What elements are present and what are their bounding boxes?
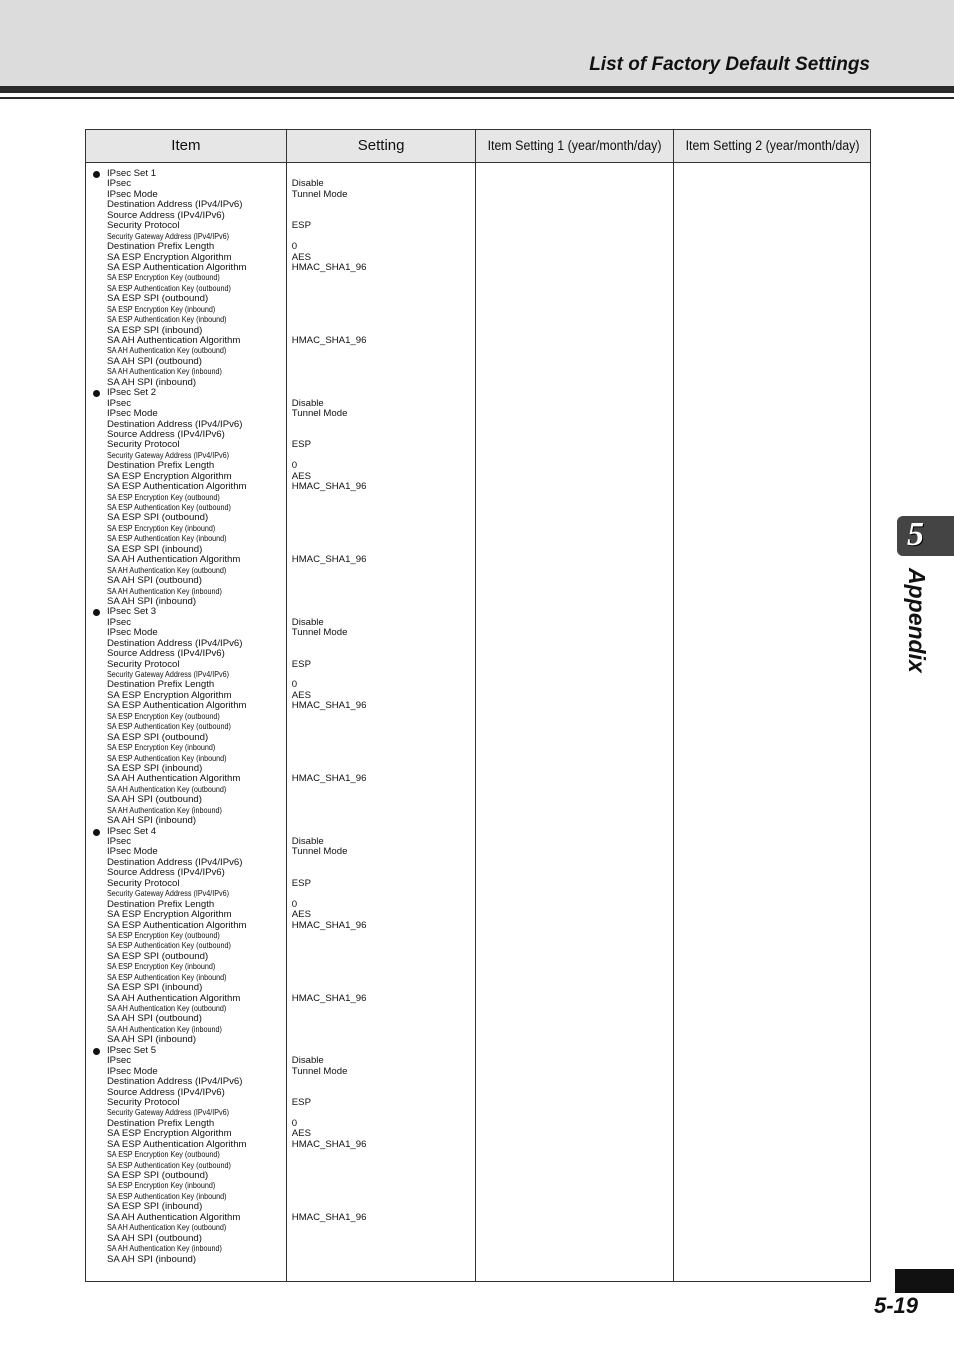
chapter-label: Appendix [904, 568, 930, 673]
item-label: SA AH SPI (inbound) [107, 1034, 197, 1046]
item-label: SA ESP Authentication Algorithm [107, 700, 247, 712]
setting-value [287, 587, 476, 597]
setting-value [287, 962, 476, 972]
item-label: IPsec [107, 1055, 131, 1067]
item-label: Destination Prefix Length [107, 241, 215, 253]
setting-value: AES [291, 251, 311, 263]
setting-value: AES [291, 909, 311, 921]
item-label: SA ESP Encryption Algorithm [107, 1128, 232, 1140]
bullet-icon [93, 609, 100, 616]
setting-value: ESP [291, 1096, 311, 1108]
item-label: SA AH Authentication Key (outbound) [107, 784, 227, 794]
setting-value: Tunnel Mode [291, 188, 348, 200]
setting-value [287, 1255, 476, 1265]
item-label: SA AH SPI (outbound) [107, 1232, 202, 1244]
item-label: IPsec Mode [107, 1065, 158, 1077]
setting-value [287, 284, 476, 294]
item-label: SA ESP Encryption Key (inbound) [107, 962, 216, 972]
item-label: SA ESP Encryption Key (outbound) [107, 273, 220, 283]
setting-value [287, 1171, 476, 1181]
setting-value [287, 983, 476, 993]
item-label: SA ESP Encryption Key (inbound) [107, 743, 216, 753]
header-rule-thin [0, 97, 954, 99]
item-label: SA ESP SPI (outbound) [107, 512, 209, 524]
setting-value [287, 566, 476, 576]
setting-value [287, 1014, 476, 1024]
setting-value: AES [291, 1128, 311, 1140]
item-label: SA ESP Authentication Key (inbound) [107, 972, 227, 982]
item-label: Destination Address (IPv4/IPv6) [107, 418, 243, 430]
item-label: SA AH SPI (outbound) [107, 355, 202, 367]
group-title-text: IPsec Set 2 [107, 387, 157, 399]
setting-value: HMAC_SHA1_96 [291, 700, 367, 712]
item-label: SA AH Authentication Algorithm [107, 992, 241, 1004]
setting-value [287, 346, 476, 356]
item-label: SA AH Authentication Key (outbound) [107, 565, 227, 575]
setting-value: AES [291, 689, 311, 701]
item-label: SA AH SPI (outbound) [107, 794, 202, 806]
item-label: Security Protocol [107, 877, 180, 889]
item-label: Destination Address (IPv4/IPv6) [107, 637, 243, 649]
setting-value [287, 889, 476, 899]
item-label: IPsec Mode [107, 408, 158, 420]
setting-value [287, 420, 476, 430]
setting-value [287, 305, 476, 315]
item-label: SA ESP Authentication Key (outbound) [107, 503, 231, 512]
item-column [86, 163, 287, 1282]
item-label: IPsec [107, 178, 131, 190]
item-label: SA ESP SPI (outbound) [107, 731, 209, 743]
setting-value [287, 1223, 476, 1233]
setting-value [287, 743, 476, 753]
item-label: IPsec Mode [107, 846, 158, 858]
item-label: SA AH SPI (outbound) [107, 575, 202, 587]
setting-value [287, 576, 476, 586]
setting-value [287, 931, 476, 941]
setting-value: 0 [291, 241, 298, 253]
setting-value [287, 1181, 476, 1191]
item-label: SA ESP SPI (inbound) [107, 324, 203, 336]
item-label: Destination Prefix Length [107, 460, 215, 472]
setting-value [287, 816, 476, 826]
setting-value: Disable [291, 616, 324, 628]
setting-value: Tunnel Mode [291, 1065, 348, 1077]
setting-value [287, 1077, 476, 1087]
setting-value: HMAC_SHA1_96 [291, 1138, 367, 1150]
setting-value: Disable [291, 397, 324, 409]
item-label: SA AH Authentication Algorithm [107, 554, 241, 566]
bullet-icon [93, 390, 100, 397]
header-setting: Setting [286, 130, 476, 163]
item-label: SA ESP Authentication Algorithm [107, 919, 247, 931]
item-label: SA AH Authentication Key (inbound) [107, 586, 222, 596]
item-label: SA AH Authentication Key (outbound) [107, 346, 227, 356]
item-label: SA AH SPI (outbound) [107, 1013, 202, 1025]
setting-value [287, 858, 476, 868]
item-label: SA ESP Encryption Algorithm [107, 251, 232, 263]
bullet-icon [93, 1048, 100, 1055]
item-label: SA ESP Authentication Key (inbound) [107, 315, 227, 325]
item-label: SA ESP SPI (inbound) [107, 1201, 203, 1213]
setting-value: 0 [291, 460, 298, 472]
setting-value [287, 1004, 476, 1014]
item-label: SA ESP Authentication Key (inbound) [107, 534, 227, 544]
setting-value [287, 1108, 476, 1118]
setting-value [287, 294, 476, 304]
item-label: IPsec Mode [107, 188, 158, 200]
setting-value [287, 952, 476, 962]
item-label: SA ESP SPI (inbound) [107, 543, 203, 555]
item-label: Source Address (IPv4/IPv6) [107, 428, 225, 440]
setting-value [287, 1035, 476, 1045]
item-label: Security Gateway Address (IPv4/IPv6) [107, 1108, 230, 1118]
setting-value [287, 451, 476, 461]
item-label: SA AH Authentication Key (inbound) [107, 367, 222, 377]
table-header-row [86, 130, 871, 163]
item-label: SA ESP Encryption Key (outbound) [107, 930, 220, 940]
item-label: Security Gateway Address (IPv4/IPv6) [107, 231, 230, 241]
item-label: SA AH SPI (inbound) [107, 1253, 197, 1265]
item-label: SA ESP Authentication Algorithm [107, 261, 247, 273]
setting-value [287, 941, 476, 951]
setting-value [287, 430, 476, 440]
item-label: SA AH Authentication Key (outbound) [107, 1004, 227, 1013]
setting-value [287, 273, 476, 283]
setting-value: HMAC_SHA1_96 [291, 919, 367, 931]
item-label: Security Protocol [107, 1096, 180, 1108]
setting-value: HMAC_SHA1_96 [291, 261, 367, 273]
chapter-tab [897, 516, 954, 556]
bullet-icon [93, 829, 100, 836]
setting-value [287, 722, 476, 732]
item-label: SA ESP Authentication Algorithm [107, 1138, 247, 1150]
group-title-text: IPsec Set 5 [107, 1044, 157, 1056]
item-label: SA AH Authentication Key (inbound) [107, 805, 222, 815]
header-item: Item [86, 130, 287, 163]
setting-value [287, 503, 476, 513]
item-label: SA ESP SPI (outbound) [107, 293, 209, 305]
setting-value [287, 795, 476, 805]
setting-value [287, 211, 476, 221]
item-label: SA AH Authentication Algorithm [107, 773, 241, 785]
setting-value [287, 524, 476, 534]
setting-value [287, 754, 476, 764]
item-label: SA AH SPI (inbound) [107, 595, 197, 607]
item-label: SA AH SPI (inbound) [107, 376, 197, 388]
setting-value: 0 [291, 898, 298, 910]
setting-value: Disable [291, 178, 324, 190]
item-label: Source Address (IPv4/IPv6) [107, 209, 225, 221]
setting-value: HMAC_SHA1_96 [291, 481, 367, 493]
setting-value: Disable [291, 1055, 324, 1067]
header-rule-thick [0, 86, 954, 93]
setting-value [287, 357, 476, 367]
item-label: SA ESP Encryption Key (inbound) [107, 304, 216, 314]
item-label: IPsec [107, 397, 131, 409]
header-date1: Item Setting 1 (year/month/day) [476, 130, 674, 163]
setting-value: ESP [291, 439, 311, 451]
item-label: SA ESP Authentication Key (outbound) [107, 1160, 231, 1170]
item-label: SA ESP SPI (inbound) [107, 762, 203, 774]
item-label: SA AH Authentication Algorithm [107, 1211, 241, 1223]
item-label: Destination Prefix Length [107, 679, 215, 691]
setting-value [287, 712, 476, 722]
setting-value [287, 1161, 476, 1171]
item-label: SA AH Authentication Key (inbound) [107, 1024, 222, 1034]
setting-value: ESP [291, 877, 311, 889]
bullet-icon [93, 171, 100, 178]
setting-value: Tunnel Mode [291, 627, 348, 639]
setting-value: 0 [291, 679, 298, 691]
setting-value [287, 670, 476, 680]
item-label: Source Address (IPv4/IPv6) [107, 867, 225, 879]
setting-column [286, 163, 476, 1282]
header-date2: Item Setting 2 (year/month/day) [674, 130, 871, 163]
setting-value [287, 785, 476, 795]
item-label: SA ESP Authentication Key (outbound) [107, 941, 231, 951]
setting-value: HMAC_SHA1_96 [291, 773, 367, 785]
item-label: SA ESP Authentication Key (outbound) [107, 722, 231, 732]
chapter-number: 5 [907, 516, 924, 553]
item-label: Destination Address (IPv4/IPv6) [107, 1076, 243, 1088]
item-label: IPsec [107, 616, 131, 628]
group-title-text: IPsec Set 3 [107, 606, 157, 618]
setting-value: Disable [291, 836, 324, 847]
setting-value: 0 [291, 1117, 298, 1129]
item-label: SA ESP Encryption Algorithm [107, 689, 232, 701]
item-label: Source Address (IPv4/IPv6) [107, 1086, 225, 1098]
chapter-label-container [890, 568, 940, 678]
item-label: Security Protocol [107, 439, 180, 451]
item-label: SA ESP SPI (inbound) [107, 982, 203, 994]
setting-value [287, 1025, 476, 1035]
setting-value: ESP [291, 220, 311, 232]
item-label: SA AH Authentication Key (outbound) [107, 1223, 227, 1233]
setting-value: HMAC_SHA1_96 [291, 1211, 367, 1223]
setting-value: HMAC_SHA1_96 [291, 554, 367, 566]
date2-column [674, 163, 871, 1282]
item-label: Destination Address (IPv4/IPv6) [107, 199, 243, 211]
item-label: SA ESP Encryption Algorithm [107, 470, 232, 482]
setting-value [287, 493, 476, 503]
page-number: 5-19 [873, 1293, 918, 1318]
setting-value [287, 315, 476, 325]
item-label: IPsec [107, 836, 131, 847]
item-label: Destination Address (IPv4/IPv6) [107, 856, 243, 868]
setting-value [287, 649, 476, 659]
setting-value: Tunnel Mode [291, 408, 348, 420]
item-label: SA ESP Encryption Algorithm [107, 909, 232, 921]
group-title-text: IPsec Set 1 [107, 168, 157, 179]
table-body-row [86, 163, 871, 1282]
item-label: SA ESP Encryption Key (outbound) [107, 711, 220, 721]
item-label: SA ESP Encryption Key (outbound) [107, 492, 220, 502]
item-label: Security Protocol [107, 658, 180, 670]
setting-value [287, 868, 476, 878]
setting-value [287, 200, 476, 210]
item-label: SA ESP Encryption Key (outbound) [107, 1150, 220, 1160]
setting-value [287, 513, 476, 523]
setting-value [287, 1244, 476, 1254]
setting-value [287, 597, 476, 607]
item-label: SA AH Authentication Algorithm [107, 335, 241, 346]
item-label: SA ESP Authentication Key (inbound) [107, 1191, 227, 1201]
item-label: Security Gateway Address (IPv4/IPv6) [107, 670, 230, 679]
date1-column [476, 163, 674, 1282]
item-label: Source Address (IPv4/IPv6) [107, 648, 225, 660]
item-label: Destination Prefix Length [107, 1117, 215, 1129]
setting-value [287, 1088, 476, 1098]
setting-value: AES [291, 470, 311, 482]
setting-value [287, 534, 476, 544]
item-label: SA ESP SPI (outbound) [107, 950, 209, 962]
setting-value [287, 973, 476, 983]
group-title-text: IPsec Set 4 [107, 825, 157, 837]
item-label: SA ESP Authentication Algorithm [107, 481, 247, 493]
setting-value: Tunnel Mode [291, 846, 348, 858]
settings-table [85, 129, 871, 1282]
page-title: List of Factory Default Settings [589, 54, 870, 75]
setting-value [287, 1234, 476, 1244]
item-label: SA ESP Encryption Key (inbound) [107, 1181, 216, 1191]
setting-value: HMAC_SHA1_96 [291, 992, 367, 1004]
item-label: Destination Prefix Length [107, 898, 215, 910]
item-label: Security Gateway Address (IPv4/IPv6) [107, 450, 230, 460]
item-label: Security Protocol [107, 220, 180, 232]
page-marker [895, 1269, 954, 1293]
item-label: SA ESP Encryption Key (inbound) [107, 523, 216, 533]
setting-value: HMAC_SHA1_96 [291, 335, 367, 346]
setting-value [287, 639, 476, 649]
setting-value [287, 806, 476, 816]
item-label: SA ESP Authentication Key (outbound) [107, 283, 231, 293]
setting-value [287, 232, 476, 242]
item-label: SA ESP Authentication Key (inbound) [107, 753, 227, 763]
item-label: IPsec Mode [107, 627, 158, 639]
item-label: SA AH Authentication Key (inbound) [107, 1244, 222, 1254]
item-label: SA AH SPI (inbound) [107, 815, 197, 827]
item-label: SA ESP SPI (outbound) [107, 1170, 209, 1181]
setting-value: ESP [291, 658, 311, 670]
setting-value [287, 367, 476, 377]
setting-value [287, 378, 476, 388]
setting-value [287, 1192, 476, 1202]
setting-value [287, 1150, 476, 1160]
item-label: Security Gateway Address (IPv4/IPv6) [107, 889, 230, 899]
setting-value [287, 733, 476, 743]
